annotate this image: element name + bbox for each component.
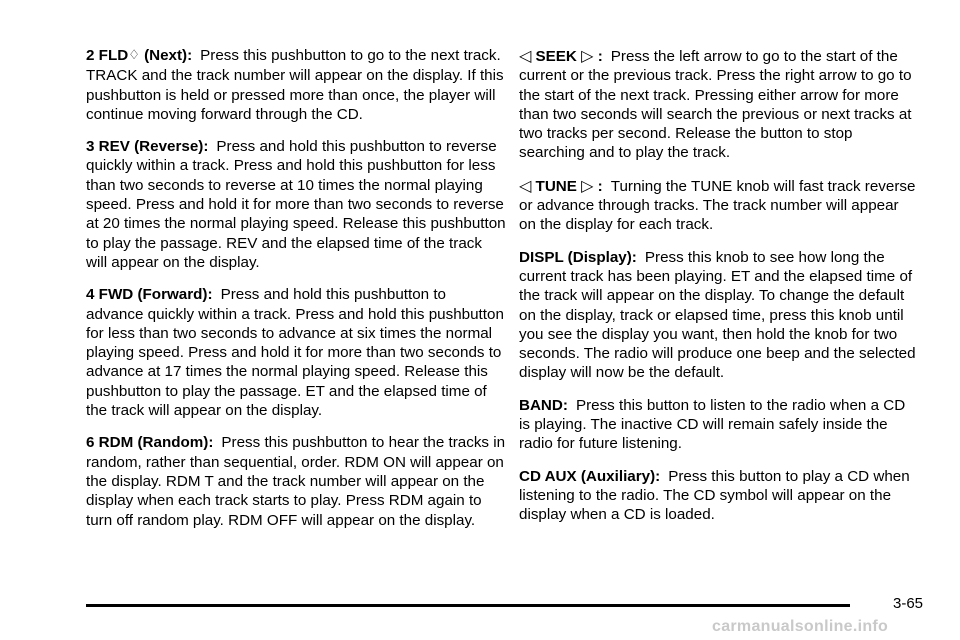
right-column	[519, 46, 919, 538]
band-paragraph	[519, 396, 919, 454]
displ-display-term: DISPL (Display):	[519, 248, 637, 266]
fld-next-paragraph	[86, 46, 506, 124]
cd-aux-term: CD AUX (Auxiliary):	[519, 467, 661, 485]
left-arrow-icon: ◁	[519, 46, 532, 65]
right-arrow-icon: ▷	[581, 175, 594, 195]
seek-term: ◁ SEEK ▷ :	[519, 46, 603, 65]
left-arrow-icon: ◁	[519, 175, 532, 195]
rdm-random-term: 6 RDM (Random):	[86, 434, 214, 452]
fwd-forward-body: Press and hold this pushbutton to advance quickly within a track. Press and hold this pushbutton for less than two seconds to advance at six times the normal playing speed. Press and hold it for more than two seconds to advance at 17 times the normal playing speed. Release this pushbutton to play the passage. ET and the elapsed time of the track will appear on the display.	[86, 286, 504, 420]
displ-display-body: Press this knob to see how long the current track has been playing. ET and the elapsed time of the track will appear on the display. To change the default on the display, track or elapsed time, press this knob until you see the display you want, then hold the knob for two seconds. The radio will produce one beep and the selected display will now be the default.	[519, 248, 916, 382]
cd-aux-paragraph	[519, 467, 919, 525]
page-number: 3-65	[893, 595, 924, 612]
tune-body: Turning the TUNE knob will fast track reverse or advance through tracks. The track number will appear on the display for each track.	[519, 177, 916, 234]
fld-next-body: Press this pushbutton to go to the next track. TRACK and the track number will appear on the display. If this pushbutton is held or pressed more than once, the player will continue moving forward through the CD.	[86, 47, 504, 123]
rdm-random-paragraph	[86, 433, 506, 529]
band-body: Press this button to listen to the radio when a CD is playing. The inactive CD will remain safely inside the radio for future listening.	[519, 396, 906, 453]
bell-next-icon: ♢	[128, 48, 140, 63]
rev-reverse-term: 3 REV (Reverse):	[86, 138, 209, 156]
seek-paragraph	[519, 46, 919, 163]
cd-aux-body: Press this button to play a CD when listening to the radio. The CD symbol will appear on the display when a CD is loaded.	[519, 467, 910, 524]
footer-rule	[86, 604, 850, 607]
seek-body: Press the left arrow to go to the start of the current or the previous track. Press the right arrow to go to the start of the next track. Pressing either arrow for more than two seconds will search the previous or next tracks at two tracks per second. Release the button to stop searching and to play the track.	[519, 48, 912, 162]
tune-term: ◁ TUNE ▷ :	[519, 175, 603, 195]
fwd-forward-term: 4 FWD (Forward):	[86, 286, 213, 304]
rdm-random-body: Press this pushbutton to hear the tracks in random, rather than sequential, order. RDM ON will appear on the display. RDM T and the track number will appear on the display when each track starts to play. Press RDM again to turn off random play. RDM OFF will appear on the display.	[86, 434, 506, 529]
rev-reverse-paragraph	[86, 137, 506, 272]
rev-reverse-body: Press and hold this pushbutton to reverse quickly within a track. Press and hold this pushbutton for less than two seconds to reverse at 10 times the normal playing speed. Press and hold it for more than two seconds to reverse at 20 times the normal playing speed. Release this pushbutton to play the passage. REV and the elapsed time of the track will appear on the display.	[86, 138, 506, 271]
displ-display-paragraph	[519, 248, 919, 383]
band-term: BAND:	[519, 396, 568, 414]
left-column	[86, 46, 506, 543]
right-arrow-icon: ▷	[581, 46, 594, 65]
tune-paragraph	[519, 176, 919, 235]
fwd-forward-paragraph	[86, 285, 506, 420]
watermark: carmanualsonline.info	[712, 618, 889, 635]
fld-next-term: 2 FLD♢ (Next):	[86, 47, 193, 64]
